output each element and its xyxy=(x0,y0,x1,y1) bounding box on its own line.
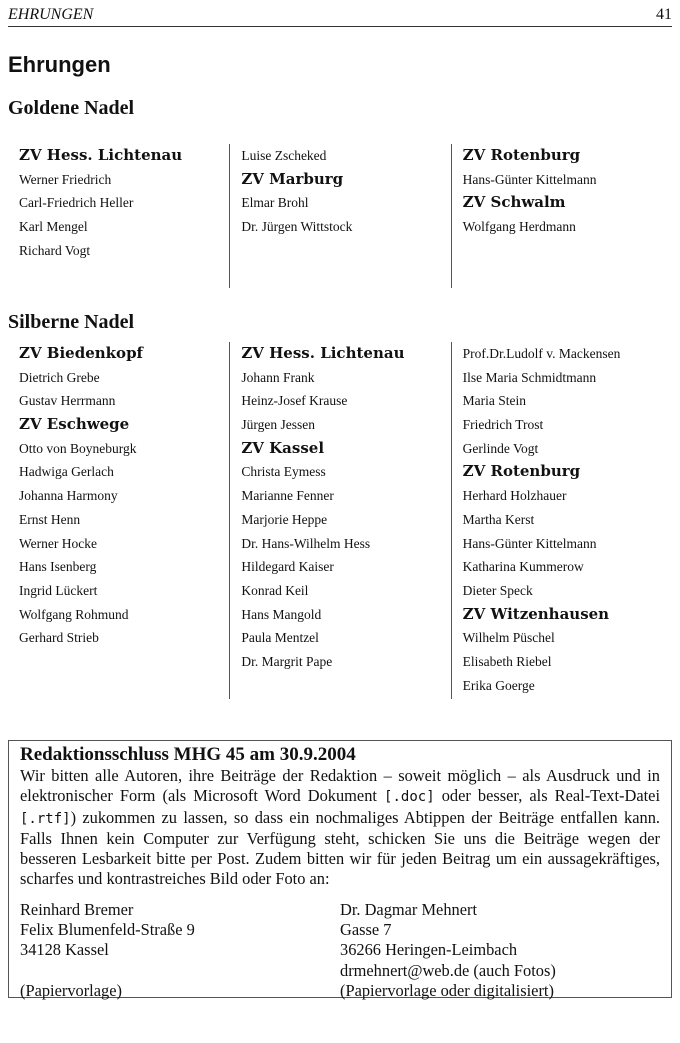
honoree-name: Dietrich Grebe xyxy=(19,369,100,385)
group-heading: ZV Rotenburg xyxy=(462,146,581,164)
silberne-nadel-heading: Silberne Nadel xyxy=(8,311,135,333)
address-left-street: Felix Blumenfeld-Straße 9 xyxy=(20,920,195,940)
honoree-name: Wolfgang Herdmann xyxy=(462,219,576,235)
honoree-name: Johanna Harmony xyxy=(19,488,118,504)
group-heading: ZV Biedenkopf xyxy=(19,344,144,362)
honoree-name: Richard Vogt xyxy=(19,242,91,258)
goldene-nadel-columns xyxy=(8,144,672,288)
address-left-name: Reinhard Bremer xyxy=(20,899,134,919)
honoree-name: Dr. Jürgen Wittstock xyxy=(241,219,353,235)
honoree-name: Dr. Hans-Wilhelm Hess xyxy=(241,535,371,551)
honoree-name: Wolfgang Rohmund xyxy=(19,606,129,622)
notice-text-2: oder besser, als Real-Text-Datei xyxy=(434,786,661,806)
notice-text-3: ) zukommen zu lassen, so dass ein nochmaliges Abtippen der Beiträge entfallen kann. Falls Ihnen kein Computer zur Verfügung steht, schicken Sie uns die Beiträge wegen der besseren Lesbarkeit bitte per Post. Zudem bitten wir für jeden Beitrag um ein aussagekräftiges, scharfes und kontrastreiches Bild oder Foto an: xyxy=(20,807,660,889)
honoree-name: Werner Hocke xyxy=(19,535,97,551)
goldene-nadel-column xyxy=(451,144,672,288)
honoree-name: Ilse Maria Schmidtmann xyxy=(462,369,597,385)
address-right-email[interactable]: drmehnert@web.de (auch Fotos) xyxy=(340,960,556,980)
silberne-nadel-column xyxy=(8,342,229,699)
notice-text-1: Wir bitten alle Autoren, ihre Beiträge der Redaktion – soweit möglich – als Ausdruck und in elektronischer Form (als Microsoft Word Dokument xyxy=(20,766,660,806)
goldene-nadel-column xyxy=(8,144,229,288)
doc-extension: [.doc] xyxy=(384,789,435,806)
page-number: 41 xyxy=(656,6,672,23)
goldene-nadel-column xyxy=(229,144,450,288)
honoree-name: Ingrid Lückert xyxy=(19,582,98,598)
honoree-name: Otto von Boyneburgk xyxy=(19,440,137,456)
honoree-name: Dr. Margrit Pape xyxy=(241,653,333,669)
honoree-name: Karl Mengel xyxy=(19,219,88,235)
silberne-nadel-column xyxy=(451,342,672,699)
honoree-name: Marianne Fenner xyxy=(241,488,334,504)
address-left-note: (Papiervorlage) xyxy=(20,980,122,1000)
group-heading: ZV Schwalm xyxy=(462,193,566,212)
honoree-name: Friedrich Trost xyxy=(462,417,544,433)
honoree-name: Martha Kerst xyxy=(462,511,535,527)
honoree-name: Luise Zscheked xyxy=(241,148,327,163)
addresses xyxy=(20,900,660,1001)
group-heading: ZV Hess. Lichtenau xyxy=(19,146,183,164)
group-heading: ZV Witzenhausen xyxy=(462,604,610,623)
honoree-name: Heinz-Josef Krause xyxy=(241,393,348,409)
goldene-nadel-heading: Goldene Nadel xyxy=(8,97,135,119)
group-heading: ZV Marburg xyxy=(241,169,344,188)
honoree-name: Paula Mentzel xyxy=(241,630,319,646)
honoree-name: Gerlinde Vogt xyxy=(462,440,539,456)
honoree-name: Marjorie Heppe xyxy=(241,511,328,527)
notice-paragraph xyxy=(20,766,660,890)
honoree-name: Dieter Speck xyxy=(462,582,533,598)
address-right-note: (Papiervorlage oder digitalisiert) xyxy=(340,980,554,1000)
honoree-name: Hans Isenberg xyxy=(19,559,97,575)
group-heading: ZV Kassel xyxy=(241,438,325,457)
honoree-name: Maria Stein xyxy=(462,393,527,409)
honoree-name: Hans Mangold xyxy=(241,606,322,622)
honoree-name: Elmar Brohl xyxy=(241,195,309,211)
address-left-city: 34128 Kassel xyxy=(20,940,109,960)
deadline-notice-box xyxy=(8,740,672,998)
honoree-name: Hans-Günter Kittelmann xyxy=(462,171,597,187)
honoree-name: Hans-Günter Kittelmann xyxy=(462,535,597,551)
address-right-street: Gasse 7 xyxy=(340,920,392,940)
address-left xyxy=(20,900,340,1001)
honoree-name: Katharina Kummerow xyxy=(462,559,584,575)
honoree-name: Prof.Dr.Ludolf v. Mackensen xyxy=(462,346,621,361)
running-header xyxy=(8,4,672,27)
honoree-name: Ernst Henn xyxy=(19,511,81,527)
page-title: Ehrungen xyxy=(8,52,111,77)
address-right-city: 36266 Heringen-Leimbach xyxy=(340,940,518,960)
honoree-name: Gustav Herrmann xyxy=(19,393,116,409)
honoree-name: Herhard Holzhauer xyxy=(462,488,567,504)
silberne-nadel-columns xyxy=(8,342,672,699)
honoree-name: Wilhelm Püschel xyxy=(462,630,555,646)
group-heading: ZV Rotenburg xyxy=(462,462,581,481)
honoree-name: Werner Friedrich xyxy=(19,171,112,187)
address-right-name: Dr. Dagmar Mehnert xyxy=(340,899,477,919)
honoree-name: Elisabeth Riebel xyxy=(462,653,552,669)
group-heading: ZV Hess. Lichtenau xyxy=(241,344,405,362)
honoree-name: Konrad Keil xyxy=(241,582,309,598)
running-header-section: EHRUNGEN xyxy=(8,6,94,23)
honoree-name: Jürgen Jessen xyxy=(241,417,315,433)
honoree-name: Gerhard Strieb xyxy=(19,630,99,646)
honoree-name: Carl-Friedrich Heller xyxy=(19,195,134,211)
honoree-name: Christa Eymess xyxy=(241,464,326,480)
honoree-name: Hadwiga Gerlach xyxy=(19,464,114,480)
honoree-name: Erika Goerge xyxy=(462,677,535,693)
silberne-nadel-column xyxy=(229,342,450,699)
group-heading: ZV Eschwege xyxy=(19,415,130,434)
rtf-extension: [.rtf] xyxy=(20,810,71,827)
honoree-name: Johann Frank xyxy=(241,369,315,385)
honoree-name: Hildegard Kaiser xyxy=(241,559,334,575)
address-right xyxy=(340,900,660,1001)
notice-title: Redaktionsschluss MHG 45 am 30.9.2004 xyxy=(20,744,356,765)
